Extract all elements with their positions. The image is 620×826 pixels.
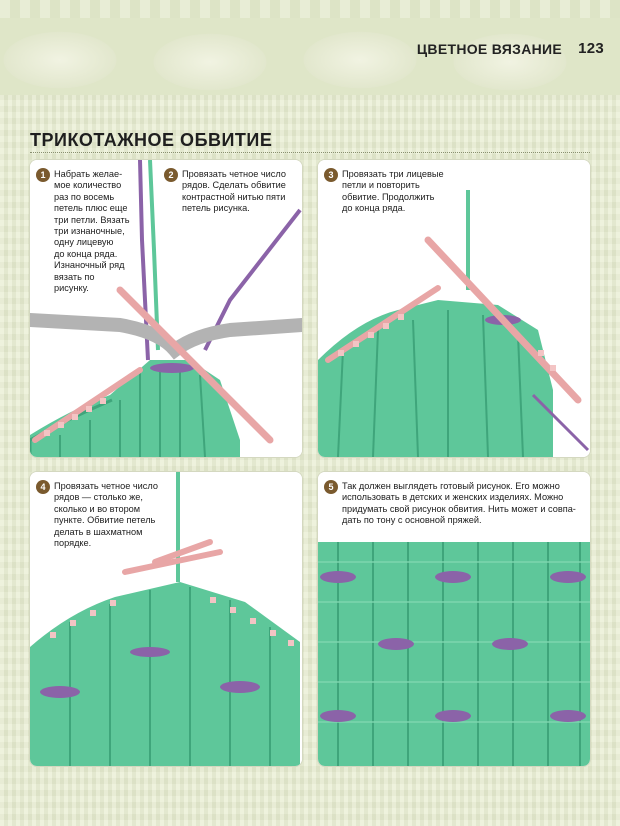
chapter-title: ЦВЕТНОЕ ВЯЗАНИЕ xyxy=(416,40,563,57)
step-text-5: Так должен выглядеть готовый рисунок. Его можно использовать в детских и женских изделиях. Можно придумать свой рисунок обвития. Нить может и совпа- дать по тону с основной пряжей. xyxy=(342,481,576,526)
step-badge-1: 1 xyxy=(36,168,50,182)
section-divider xyxy=(30,152,590,153)
step-text-2: Провязать четное число рядов. Сделать обвитие контрастной нитью пяти петель рисунка. xyxy=(182,169,286,214)
header-strip xyxy=(0,0,620,18)
step-panel-4 xyxy=(30,472,302,766)
page-number: 123 xyxy=(578,40,604,57)
step-badge-3: 3 xyxy=(324,168,338,182)
step-text-4: Провязать четное число рядов — столько же, сколько и во втором пункте. Обвитие петель делать в шахматном порядке. xyxy=(54,481,158,549)
step-text-3: Провязать три лицевые петли и повторить обвитие. Продолжить до конца ряда. xyxy=(342,169,444,214)
step-badge-4: 4 xyxy=(36,480,50,494)
running-header xyxy=(417,40,604,57)
step-panel-3 xyxy=(318,160,590,457)
section-title: ТРИКОТАЖНОЕ ОБВИТИЕ xyxy=(30,130,273,150)
step-panel-5 xyxy=(318,472,590,766)
step-badge-5: 5 xyxy=(324,480,338,494)
step-text-1: Набрать желае- мое количество раз по восемь петель плюс еще три петли. Вязать три изнаночные, одну лицевую до конца ряда. Изнаночный ряд вязать по рисунку. xyxy=(54,169,130,294)
step-badge-2: 2 xyxy=(164,168,178,182)
